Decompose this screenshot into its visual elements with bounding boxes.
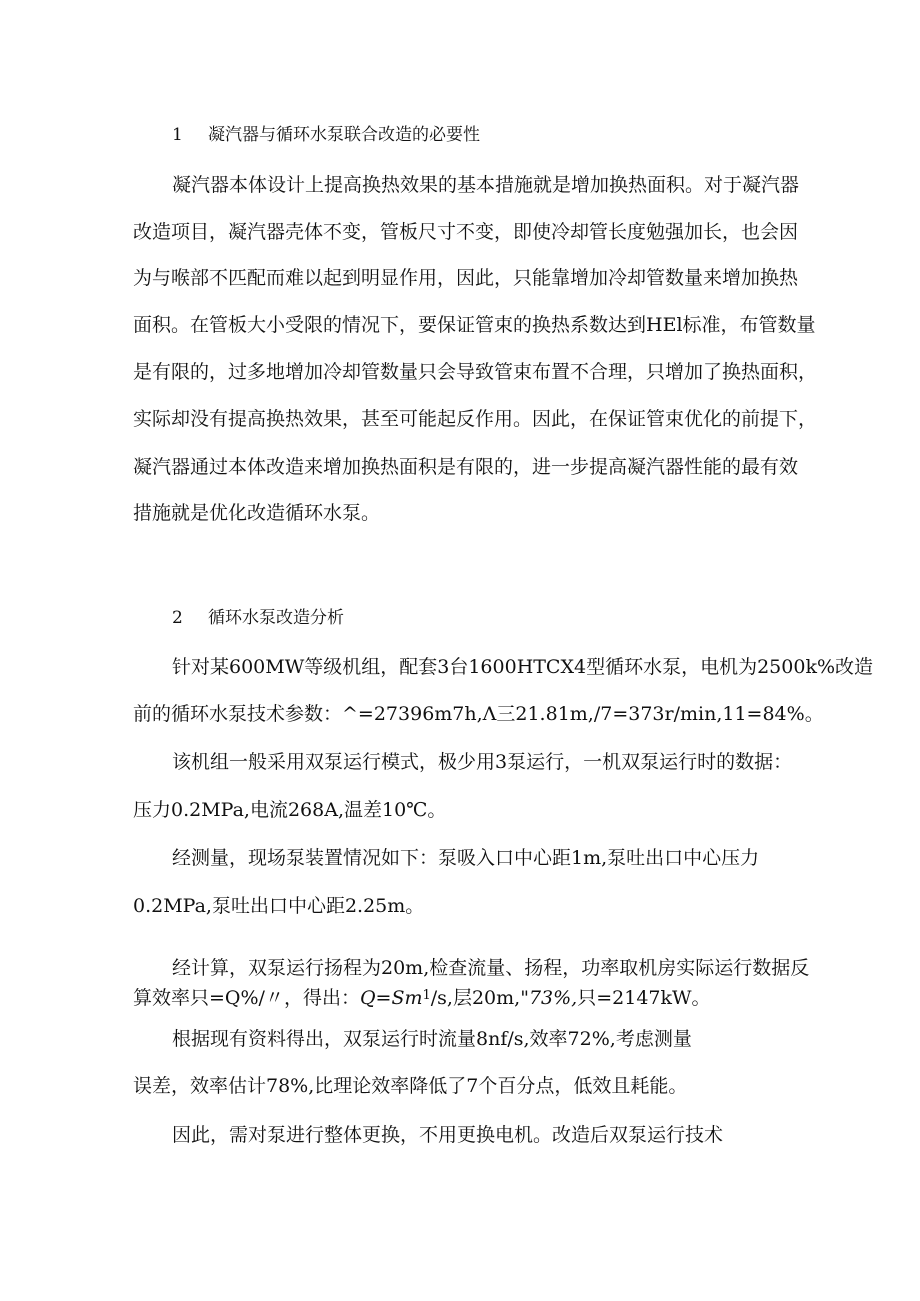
- section-1-number: 1: [172, 125, 183, 145]
- paragraph-line-formula: [133, 985, 711, 1009]
- paragraph-line: 针对某600MW等级机组，配套3台1600HTCX4型循环水泵，电机为2500k%改造: [172, 656, 874, 678]
- paragraph-line: 为与喉部不匹配而难以起到明显作用，因此，只能靠增加冷却管数量来增加换热: [133, 267, 799, 289]
- section-1-title: 凝汽器与循环水泵联合改造的必要性: [208, 125, 480, 145]
- section-2-number: 2: [172, 608, 183, 628]
- paragraph-line: 改造项目，凝汽器壳体不变，管板尺寸不变，即使冷却管长度勉强加长，也会因: [133, 221, 799, 243]
- paragraph-line: 面积。在管板大小受限的情况下，要保证管束的换热系数达到HEl标准，布管数量: [133, 314, 816, 336]
- paragraph-line: 凝汽器通过本体改造来增加换热面积是有限的，进一步提高凝汽器性能的最有效: [133, 456, 799, 478]
- section-2-title: 循环水泵改造分析: [208, 608, 344, 628]
- formula-sup: 1: [422, 988, 431, 1003]
- formula-q: Q=Sm: [359, 987, 423, 1009]
- paragraph-line: 误差，效率估计78%,比理论效率降低了7个百分点，低效且耗能。: [133, 1075, 688, 1097]
- paragraph-line: 措施就是优化改造循环水泵。: [133, 502, 381, 524]
- paragraph-line: 经计算，双泵运行扬程为20m,检查流量、扬程，功率取机房实际运行数据反: [172, 957, 810, 979]
- paragraph-line: 压力0.2MPa,电流268A,温差10℃。: [133, 799, 447, 821]
- paragraph-line: 经测量，现场泵装置情况如下：泵吸入口中心距1m,泵吐出口中心压力: [172, 847, 760, 869]
- section-2-heading: [172, 607, 344, 629]
- paragraph-line: 是有限的，过多地增加冷却管数量只会导致管束布置不合理，只增加了换热面积，: [133, 361, 818, 383]
- formula-mid: /s,层20m,: [430, 987, 521, 1009]
- formula-power: 只=2147kW。: [577, 987, 711, 1009]
- paragraph-line: 因此，需对泵进行整体更换，不用更换电机。改造后双泵运行技术: [172, 1124, 724, 1146]
- paragraph-line: 实际却没有提高换热效果，甚至可能起反作用。因此，在保证管束优化的前提下，: [133, 408, 818, 430]
- paragraph-line: 根据现有资料得出，双泵运行时流量8nf/s,效率72%,考虑测量: [172, 1028, 692, 1050]
- section-1-heading: [172, 124, 480, 146]
- paragraph-line: 0.2MPa,泵吐出口中心距2.25m。: [133, 895, 425, 917]
- paragraph-line: 凝汽器本体设计上提高换热效果的基本措施就是增加换热面积。对于凝汽器: [172, 174, 800, 196]
- formula-prefix: 算效率只=Q%/〃，得出：: [133, 987, 360, 1009]
- paragraph-line: 前的循环水泵技术参数：^=27396m7h,Λ三21.81m,/7=373r/min,11=84%。: [133, 703, 824, 725]
- paragraph-line: 该机组一般采用双泵运行模式，极少用3泵运行，一机双泵运行时的数据：: [172, 751, 793, 773]
- formula-eff: "73%,: [520, 987, 578, 1009]
